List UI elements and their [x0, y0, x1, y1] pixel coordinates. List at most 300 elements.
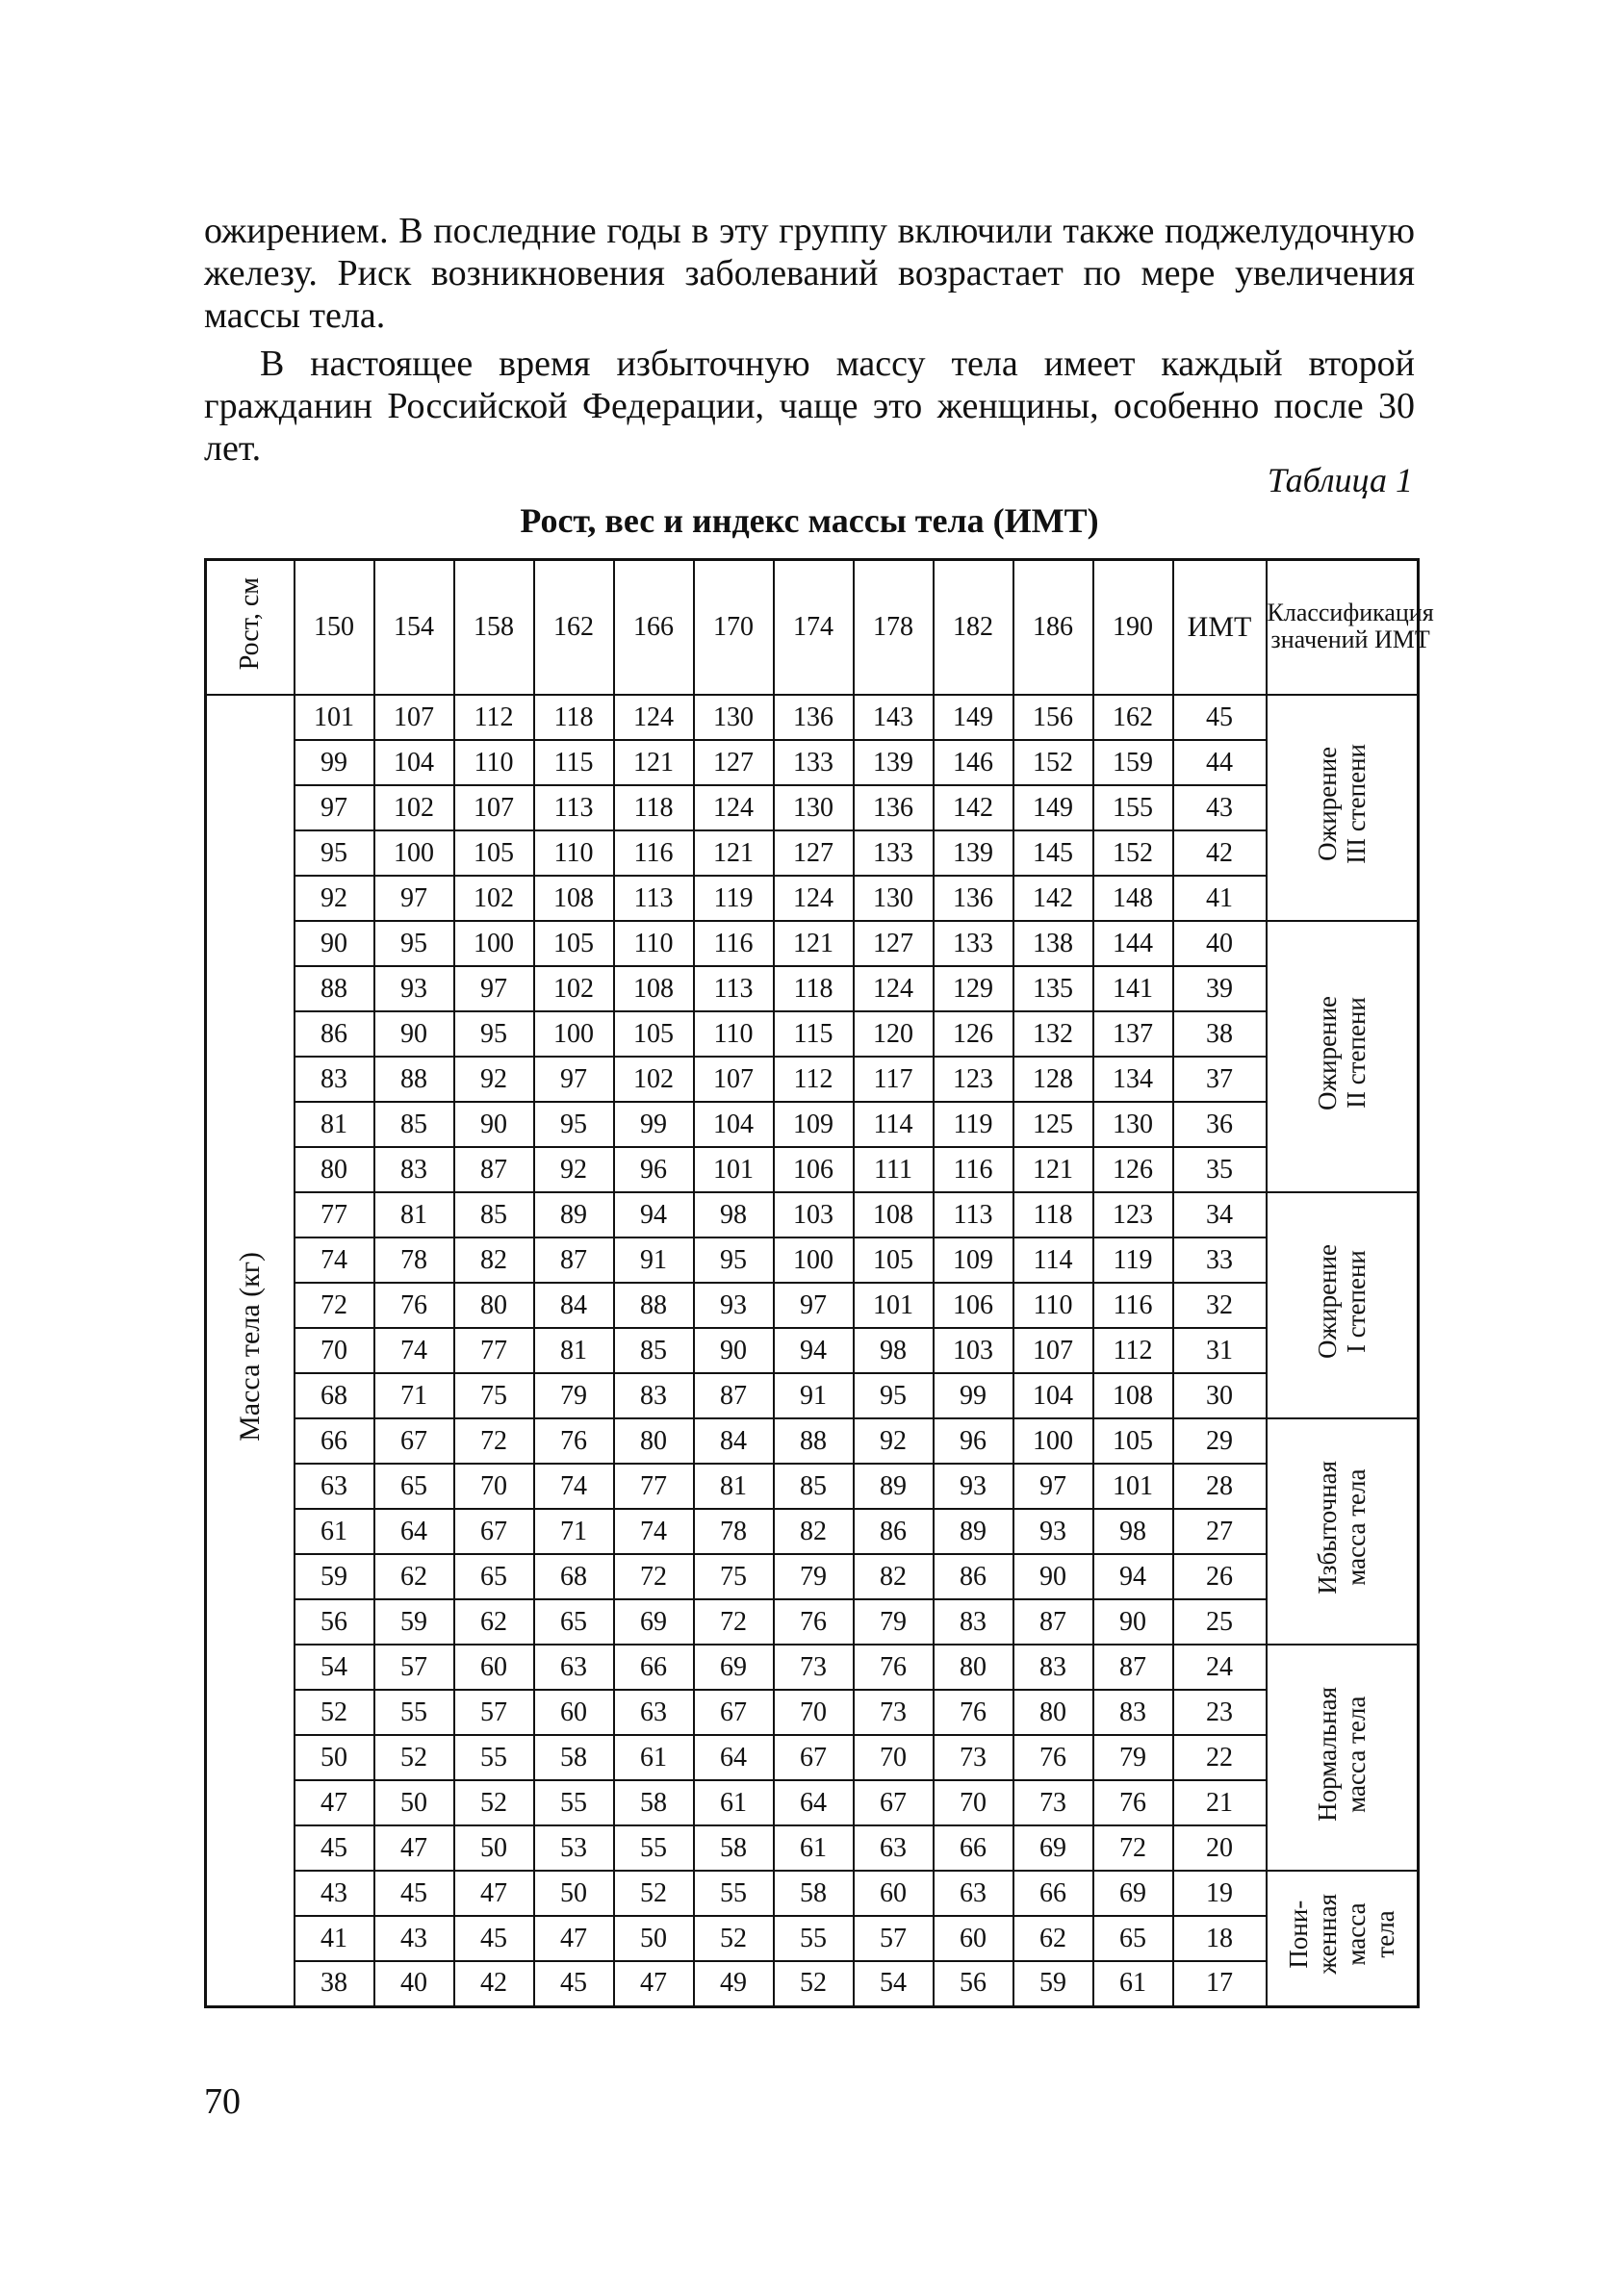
weight-cell: 76 — [774, 1599, 854, 1645]
weight-cell: 110 — [614, 921, 694, 966]
weight-cell: 53 — [534, 1825, 614, 1871]
imt-cell: 38 — [1173, 1011, 1267, 1057]
weight-cell: 89 — [854, 1464, 934, 1509]
weight-cell: 112 — [1093, 1328, 1173, 1373]
imt-cell: 31 — [1173, 1328, 1267, 1373]
height-col-header: 150 — [295, 560, 374, 696]
table-label: Таблица 1 — [1267, 461, 1413, 499]
table-row — [206, 1328, 1419, 1373]
weight-cell: 77 — [614, 1464, 694, 1509]
weight-cell: 130 — [1093, 1102, 1173, 1147]
classification-label — [1284, 1894, 1399, 1975]
classification-cell — [1267, 1418, 1419, 1645]
weight-cell: 94 — [614, 1192, 694, 1237]
weight-cell: 114 — [1013, 1237, 1093, 1283]
weight-cell: 70 — [854, 1735, 934, 1780]
weight-cell: 118 — [1013, 1192, 1093, 1237]
height-col-header: 174 — [774, 560, 854, 696]
weight-cell: 82 — [774, 1509, 854, 1554]
weight-cell: 88 — [295, 966, 374, 1011]
weight-cell: 66 — [295, 1418, 374, 1464]
weight-cell: 71 — [374, 1373, 454, 1418]
classification-header — [1267, 560, 1434, 696]
weight-cell: 139 — [934, 830, 1013, 876]
weight-cell: 126 — [934, 1011, 1013, 1057]
weight-cell: 66 — [614, 1645, 694, 1690]
table-row — [206, 1780, 1419, 1825]
weight-cell: 149 — [934, 695, 1013, 740]
weight-cell: 65 — [374, 1464, 454, 1509]
classification-header-label: Классификация значений ИМТ — [1267, 599, 1434, 653]
height-col-header: 170 — [694, 560, 774, 696]
weight-cell: 99 — [295, 740, 374, 785]
weight-cell: 83 — [1093, 1690, 1173, 1735]
weight-cell: 99 — [934, 1373, 1013, 1418]
weight-cell: 107 — [694, 1057, 774, 1102]
weight-cell: 113 — [614, 876, 694, 921]
table-row — [206, 1464, 1419, 1509]
weight-cell: 149 — [1013, 785, 1093, 830]
weight-cell: 72 — [454, 1418, 534, 1464]
imt-cell: 41 — [1173, 876, 1267, 921]
weight-cell: 79 — [774, 1554, 854, 1599]
weight-cell: 91 — [614, 1237, 694, 1283]
weight-cell: 97 — [774, 1283, 854, 1328]
height-header — [206, 560, 295, 696]
classification-label-line: масса тела — [1342, 1468, 1371, 1587]
weight-cell: 84 — [534, 1283, 614, 1328]
weight-cell: 87 — [694, 1373, 774, 1418]
weight-cell: 74 — [374, 1328, 454, 1373]
weight-cell: 64 — [374, 1509, 454, 1554]
weight-cell: 62 — [1013, 1916, 1093, 1961]
classification-label-line: Избыточная — [1313, 1461, 1343, 1594]
weight-cell: 152 — [1013, 740, 1093, 785]
weight-cell: 61 — [614, 1735, 694, 1780]
weight-cell: 124 — [854, 966, 934, 1011]
imt-cell: 30 — [1173, 1373, 1267, 1418]
weight-cell: 65 — [534, 1599, 614, 1645]
weight-cell: 120 — [854, 1011, 934, 1057]
weight-cell: 55 — [374, 1690, 454, 1735]
weight-cell: 79 — [854, 1599, 934, 1645]
weight-cell: 85 — [374, 1102, 454, 1147]
weight-cell: 97 — [1013, 1464, 1093, 1509]
imt-cell: 27 — [1173, 1509, 1267, 1554]
weight-cell: 89 — [534, 1192, 614, 1237]
weight-cell: 116 — [694, 921, 774, 966]
weight-cell: 100 — [454, 921, 534, 966]
imt-cell: 37 — [1173, 1057, 1267, 1102]
weight-cell: 104 — [1013, 1373, 1093, 1418]
weight-cell: 107 — [374, 695, 454, 740]
table-row — [206, 1645, 1419, 1690]
weight-cell: 156 — [1013, 695, 1093, 740]
weight-cell: 90 — [694, 1328, 774, 1373]
weight-cell: 84 — [694, 1418, 774, 1464]
imt-cell: 32 — [1173, 1283, 1267, 1328]
weight-cell: 136 — [854, 785, 934, 830]
weight-cell: 69 — [614, 1599, 694, 1645]
imt-cell: 29 — [1173, 1418, 1267, 1464]
weight-cell: 133 — [934, 921, 1013, 966]
weight-cell: 108 — [854, 1192, 934, 1237]
weight-cell: 95 — [694, 1237, 774, 1283]
imt-cell: 35 — [1173, 1147, 1267, 1192]
weight-cell: 45 — [374, 1871, 454, 1916]
weight-cell: 110 — [534, 830, 614, 876]
weight-cell: 127 — [774, 830, 854, 876]
classification-cell — [1267, 1871, 1419, 2006]
weight-cell: 95 — [374, 921, 454, 966]
weight-cell: 73 — [1013, 1780, 1093, 1825]
weight-cell: 55 — [454, 1735, 534, 1780]
weight-cell: 159 — [1093, 740, 1173, 785]
table-row — [206, 1192, 1419, 1237]
classification-label-line: Ожирение — [1313, 1244, 1343, 1359]
weight-cell: 106 — [934, 1283, 1013, 1328]
weight-cell: 95 — [854, 1373, 934, 1418]
table-row — [206, 1690, 1419, 1735]
weight-cell: 116 — [934, 1147, 1013, 1192]
height-col-header: 158 — [454, 560, 534, 696]
weight-cell: 83 — [1013, 1645, 1093, 1690]
paragraph-1: ожирением. В последние годы в эту группу включили также поджелудочную железу. Риск возникновения заболеваний возрастает по мере увеличения массы тела. — [204, 211, 1415, 336]
weight-cell: 102 — [534, 966, 614, 1011]
weight-cell: 119 — [934, 1102, 1013, 1147]
weight-cell: 63 — [854, 1825, 934, 1871]
weight-cell: 142 — [934, 785, 1013, 830]
weight-cell: 93 — [694, 1283, 774, 1328]
weight-cell: 121 — [614, 740, 694, 785]
table-row — [206, 1509, 1419, 1554]
weight-cell: 139 — [854, 740, 934, 785]
weight-cell: 110 — [1013, 1283, 1093, 1328]
imt-cell: 26 — [1173, 1554, 1267, 1599]
paragraph-2: В настоящее время избыточную массу тела имеет каждый второй гражданин Российской Федерации, чаще это женщины, особенно после 30 лет. — [204, 344, 1415, 469]
weight-cell: 59 — [1013, 1961, 1093, 2006]
mass-label: Масса тела (кг) — [233, 1251, 266, 1441]
weight-cell: 62 — [374, 1554, 454, 1599]
weight-cell: 80 — [295, 1147, 374, 1192]
weight-cell: 90 — [1093, 1599, 1173, 1645]
weight-cell: 107 — [454, 785, 534, 830]
imt-cell: 25 — [1173, 1599, 1267, 1645]
weight-cell: 105 — [534, 921, 614, 966]
weight-cell: 61 — [295, 1509, 374, 1554]
weight-cell: 118 — [614, 785, 694, 830]
weight-cell: 101 — [694, 1147, 774, 1192]
weight-cell: 101 — [295, 695, 374, 740]
weight-cell: 90 — [295, 921, 374, 966]
imt-cell: 18 — [1173, 1916, 1267, 1961]
height-col-header: 182 — [934, 560, 1013, 696]
weight-cell: 116 — [614, 830, 694, 876]
weight-cell: 110 — [694, 1011, 774, 1057]
weight-cell: 65 — [454, 1554, 534, 1599]
weight-cell: 63 — [534, 1645, 614, 1690]
weight-cell: 47 — [454, 1871, 534, 1916]
weight-cell: 117 — [854, 1057, 934, 1102]
weight-cell: 67 — [694, 1690, 774, 1735]
classification-label-line: Ожирение — [1313, 995, 1343, 1110]
weight-cell: 54 — [854, 1961, 934, 2006]
weight-cell: 67 — [854, 1780, 934, 1825]
table-row — [206, 695, 1419, 740]
classification-label-line: Пони- — [1284, 1900, 1314, 1969]
weight-cell: 63 — [614, 1690, 694, 1735]
weight-cell: 124 — [614, 695, 694, 740]
weight-cell: 50 — [374, 1780, 454, 1825]
weight-cell: 144 — [1093, 921, 1173, 966]
weight-cell: 81 — [534, 1328, 614, 1373]
weight-cell: 67 — [774, 1735, 854, 1780]
weight-cell: 78 — [694, 1509, 774, 1554]
bmi-table — [204, 558, 1434, 2008]
weight-cell: 85 — [614, 1328, 694, 1373]
weight-cell: 57 — [454, 1690, 534, 1735]
weight-cell: 76 — [854, 1645, 934, 1690]
table-row — [206, 921, 1419, 966]
weight-cell: 43 — [374, 1916, 454, 1961]
weight-cell: 133 — [774, 740, 854, 785]
weight-cell: 76 — [1013, 1735, 1093, 1780]
weight-cell: 100 — [1013, 1418, 1093, 1464]
weight-cell: 132 — [1013, 1011, 1093, 1057]
weight-cell: 69 — [1013, 1825, 1093, 1871]
weight-cell: 155 — [1093, 785, 1173, 830]
weight-cell: 118 — [534, 695, 614, 740]
weight-cell: 77 — [454, 1328, 534, 1373]
weight-cell: 49 — [694, 1961, 774, 2006]
weight-cell: 109 — [934, 1237, 1013, 1283]
weight-cell: 162 — [1093, 695, 1173, 740]
weight-cell: 105 — [854, 1237, 934, 1283]
weight-cell: 87 — [534, 1237, 614, 1283]
weight-cell: 52 — [694, 1916, 774, 1961]
weight-cell: 134 — [1093, 1057, 1173, 1102]
weight-cell: 138 — [1013, 921, 1093, 966]
weight-cell: 55 — [694, 1871, 774, 1916]
weight-cell: 52 — [374, 1735, 454, 1780]
weight-cell: 142 — [1013, 876, 1093, 921]
weight-cell: 88 — [774, 1418, 854, 1464]
weight-cell: 88 — [374, 1057, 454, 1102]
imt-cell: 36 — [1173, 1102, 1267, 1147]
weight-cell: 97 — [295, 785, 374, 830]
weight-cell: 141 — [1093, 966, 1173, 1011]
mass-label-cell — [206, 695, 295, 2006]
classification-label — [1313, 1244, 1371, 1359]
weight-cell: 50 — [534, 1871, 614, 1916]
table-row — [206, 1373, 1419, 1418]
weight-cell: 93 — [374, 966, 454, 1011]
weight-cell: 99 — [614, 1102, 694, 1147]
weight-cell: 75 — [694, 1554, 774, 1599]
imt-cell: 33 — [1173, 1237, 1267, 1283]
weight-cell: 82 — [454, 1237, 534, 1283]
weight-cell: 102 — [374, 785, 454, 830]
weight-cell: 143 — [854, 695, 934, 740]
weight-cell: 38 — [295, 1961, 374, 2006]
weight-cell: 95 — [295, 830, 374, 876]
height-col-header: 190 — [1093, 560, 1173, 696]
weight-cell: 76 — [1093, 1780, 1173, 1825]
weight-cell: 64 — [694, 1735, 774, 1780]
weight-cell: 58 — [694, 1825, 774, 1871]
weight-cell: 130 — [854, 876, 934, 921]
weight-cell: 92 — [295, 876, 374, 921]
table-row — [206, 1418, 1419, 1464]
table-row — [206, 1237, 1419, 1283]
imt-cell: 43 — [1173, 785, 1267, 830]
classification-label-line: масса тела — [1342, 1695, 1371, 1813]
weight-cell: 90 — [374, 1011, 454, 1057]
page-number: 70 — [204, 2081, 241, 2122]
weight-cell: 113 — [934, 1192, 1013, 1237]
weight-cell: 60 — [454, 1645, 534, 1690]
weight-cell: 90 — [1013, 1554, 1093, 1599]
weight-cell: 97 — [374, 876, 454, 921]
classification-label-line: I степени — [1342, 1250, 1371, 1353]
weight-cell: 63 — [934, 1871, 1013, 1916]
weight-cell: 73 — [934, 1735, 1013, 1780]
imt-cell: 23 — [1173, 1690, 1267, 1735]
weight-cell: 80 — [614, 1418, 694, 1464]
classification-label — [1313, 996, 1371, 1110]
imt-cell: 24 — [1173, 1645, 1267, 1690]
weight-cell: 72 — [694, 1599, 774, 1645]
weight-cell: 50 — [614, 1916, 694, 1961]
table-body — [206, 695, 1419, 2006]
classification-label-line: тела — [1371, 1910, 1400, 1958]
classification-label-line: Ожирение — [1313, 747, 1343, 861]
weight-cell: 47 — [534, 1916, 614, 1961]
weight-cell: 80 — [454, 1283, 534, 1328]
table-row — [206, 1871, 1419, 1916]
weight-cell: 108 — [534, 876, 614, 921]
weight-cell: 121 — [774, 921, 854, 966]
weight-cell: 98 — [694, 1192, 774, 1237]
weight-cell: 76 — [374, 1283, 454, 1328]
weight-cell: 47 — [614, 1961, 694, 2006]
weight-cell: 74 — [614, 1509, 694, 1554]
weight-cell: 68 — [295, 1373, 374, 1418]
weight-cell: 100 — [534, 1011, 614, 1057]
weight-cell: 118 — [774, 966, 854, 1011]
weight-cell: 123 — [934, 1057, 1013, 1102]
weight-cell: 116 — [1093, 1283, 1173, 1328]
weight-cell: 47 — [295, 1780, 374, 1825]
weight-cell: 115 — [774, 1011, 854, 1057]
classification-label-line: II степени — [1342, 997, 1371, 1109]
weight-cell: 40 — [374, 1961, 454, 2006]
weight-cell: 57 — [374, 1645, 454, 1690]
weight-cell: 86 — [854, 1509, 934, 1554]
table-row — [206, 1057, 1419, 1102]
weight-cell: 54 — [295, 1645, 374, 1690]
weight-cell: 96 — [614, 1147, 694, 1192]
weight-cell: 127 — [694, 740, 774, 785]
weight-cell: 113 — [694, 966, 774, 1011]
weight-cell: 100 — [774, 1237, 854, 1283]
weight-cell: 92 — [454, 1057, 534, 1102]
weight-cell: 67 — [454, 1509, 534, 1554]
weight-cell: 93 — [1013, 1509, 1093, 1554]
weight-cell: 94 — [774, 1328, 854, 1373]
weight-cell: 128 — [1013, 1057, 1093, 1102]
weight-cell: 152 — [1093, 830, 1173, 876]
imt-cell: 22 — [1173, 1735, 1267, 1780]
weight-cell: 88 — [614, 1283, 694, 1328]
weight-cell: 81 — [374, 1192, 454, 1237]
weight-cell: 86 — [934, 1554, 1013, 1599]
weight-cell: 85 — [454, 1192, 534, 1237]
weight-cell: 92 — [854, 1418, 934, 1464]
weight-cell: 52 — [774, 1961, 854, 2006]
table-row — [206, 1283, 1419, 1328]
weight-cell: 71 — [534, 1509, 614, 1554]
weight-cell: 69 — [1093, 1871, 1173, 1916]
weight-cell: 72 — [295, 1283, 374, 1328]
weight-cell: 83 — [295, 1057, 374, 1102]
weight-cell: 57 — [854, 1916, 934, 1961]
table-row — [206, 1825, 1419, 1871]
table-row — [206, 1147, 1419, 1192]
table-row — [206, 740, 1419, 785]
height-col-header: 178 — [854, 560, 934, 696]
height-header-label: Рост, см — [234, 576, 265, 671]
weight-cell: 63 — [295, 1464, 374, 1509]
weight-cell: 98 — [1093, 1509, 1173, 1554]
weight-cell: 52 — [295, 1690, 374, 1735]
weight-cell: 111 — [854, 1147, 934, 1192]
weight-cell: 82 — [854, 1554, 934, 1599]
weight-cell: 89 — [934, 1509, 1013, 1554]
weight-cell: 77 — [295, 1192, 374, 1237]
weight-cell: 78 — [374, 1237, 454, 1283]
weight-cell: 103 — [774, 1192, 854, 1237]
height-col-header: 166 — [614, 560, 694, 696]
weight-cell: 104 — [694, 1102, 774, 1147]
imt-cell: 45 — [1173, 695, 1267, 740]
weight-cell: 61 — [774, 1825, 854, 1871]
weight-cell: 70 — [774, 1690, 854, 1735]
imt-cell: 19 — [1173, 1871, 1267, 1916]
weight-cell: 79 — [1093, 1735, 1173, 1780]
weight-cell: 112 — [454, 695, 534, 740]
weight-cell: 73 — [854, 1690, 934, 1735]
weight-cell: 121 — [1013, 1147, 1093, 1192]
weight-cell: 102 — [614, 1057, 694, 1102]
weight-cell: 95 — [454, 1011, 534, 1057]
weight-cell: 52 — [454, 1780, 534, 1825]
weight-cell: 98 — [854, 1328, 934, 1373]
weight-cell: 50 — [295, 1735, 374, 1780]
weight-cell: 45 — [534, 1961, 614, 2006]
weight-cell: 124 — [694, 785, 774, 830]
weight-cell: 86 — [295, 1011, 374, 1057]
weight-cell: 91 — [774, 1373, 854, 1418]
weight-cell: 137 — [1093, 1011, 1173, 1057]
weight-cell: 72 — [614, 1554, 694, 1599]
weight-cell: 56 — [934, 1961, 1013, 2006]
weight-cell: 58 — [774, 1871, 854, 1916]
weight-cell: 109 — [774, 1102, 854, 1147]
height-col-header: 154 — [374, 560, 454, 696]
table-row — [206, 1735, 1419, 1780]
weight-cell: 124 — [774, 876, 854, 921]
